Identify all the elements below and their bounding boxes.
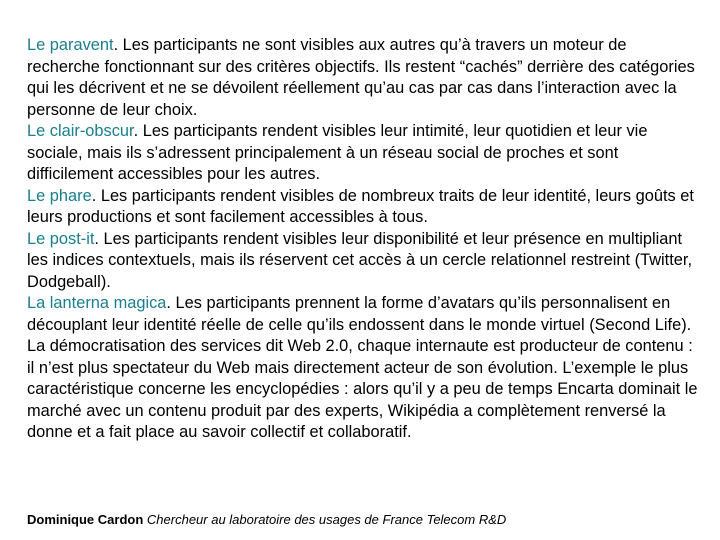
paragraph-lanterna-magica <box>27 293 699 336</box>
paragraph-text: . Les participants rendent visibles leur intimité, leur quotidien et leur vie sociale, mais ils s’adressent principalement à un réseau social de proches et sont difficilement accessibles pour les autres. <box>27 122 648 183</box>
footer-author: Dominique Cardon <box>27 512 144 527</box>
paragraph-paravent <box>27 35 699 121</box>
paragraph-phare <box>27 186 699 229</box>
term-lanterna-magica: La lanterna magica <box>27 294 167 312</box>
footer-credit <box>27 512 506 528</box>
term-phare: Le phare <box>27 186 92 205</box>
paragraph-clair-obscur <box>27 121 699 186</box>
paragraph-post-it <box>27 229 699 294</box>
paragraph-closing: La démocratisation des services dit Web 2.0, chaque internaute est producteur de contenu : il n’est plus spectateur du Web mais directement acteur de son évolution. L’exemple le plus caractéristique concerne les encyclopédies : alors qu’il y a peu de temps Encarta dominait le marché avec un contenu produit par des experts, Wikipédia a complètement renversé la donne et a fait place au savoir collectif et collaboratif. <box>27 337 698 441</box>
paragraph-text: . Les participants prennent la forme d’avatars qu’ils personnalisent en découplant leur identité réelle de celle qu’ils endossent dans le monde virtuel (Second Life). <box>27 294 692 334</box>
footer-role: Chercheur au laboratoire des usages de France Telecom R&D <box>146 512 507 527</box>
term-paravent: Le paravent <box>27 36 114 54</box>
paragraph-text: . Les participants rendent visibles de nombreux traits de leur identité, leurs goûts et leurs productions et sont facilement accessibles à tous. <box>27 186 694 226</box>
term-clair-obscur: Le clair-obscur <box>27 122 134 140</box>
paragraph-text: . Les participants rendent visibles leur disponibilité et leur présence en multipliant les indices contextuels, mais ils réservent cet accès à un cercle relationnel restreint (Twitter, Dodgeball). <box>27 229 693 291</box>
term-post-it: Le post-it <box>27 229 95 248</box>
paragraph-text: . Les participants ne sont visibles aux autres qu’à travers un moteur de recherche fonctionnant sur des critères objectifs. Ils restent “cachés” derrière des catégories qui les décrivent et ne se dévoilent réellement qu’au cas par cas dans l’interaction avec la personne de leur choix. <box>27 36 695 119</box>
main-text <box>27 35 699 444</box>
